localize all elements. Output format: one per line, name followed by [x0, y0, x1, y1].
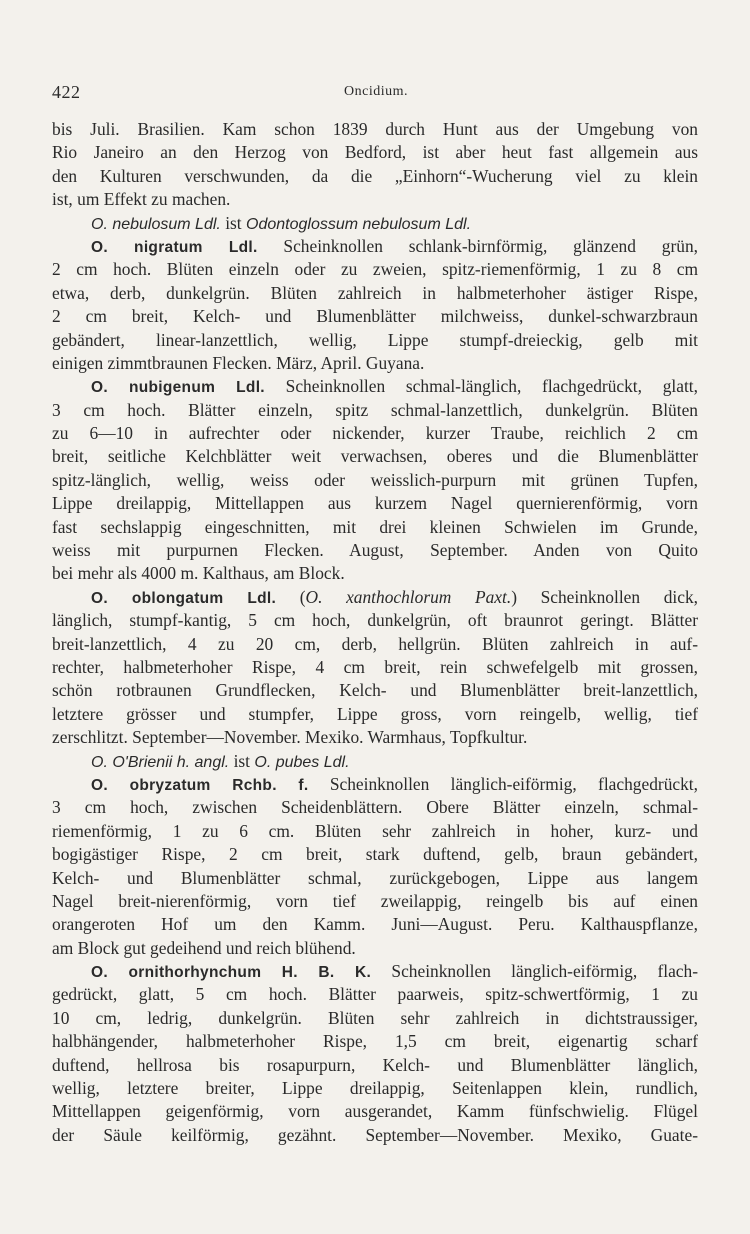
text-segment: ist — [229, 750, 255, 771]
text-segment: 2 cm hoch. Blüten einzeln oder zu zweien, spitz-riemenförmig, 1 zu 8 cm — [52, 259, 698, 280]
text-line — [52, 492, 698, 515]
text-line — [52, 679, 698, 702]
text-segment: spitz-länglich, wellig, weiss oder weisslich-purpurn mit grünen Tupfen, — [52, 469, 698, 490]
text-segment: gebändert, linear-lanzettlich, wellig, Lippe stumpf-dreieckig, gelb mit — [52, 329, 698, 350]
text-segment: ist, um Effekt zu machen. — [52, 189, 231, 210]
text-line — [52, 983, 698, 1006]
page-number: 422 — [52, 82, 81, 102]
text-line — [52, 796, 698, 819]
text-segment: ( — [276, 586, 306, 607]
text-segment: Rio Janeiro an den Herzog von Bedford, ist aber heut fast allgemein aus — [52, 142, 698, 163]
text-line — [52, 726, 698, 749]
species-name: O. nubigenum Ldl. — [91, 379, 265, 397]
text-segment: der Säule keilförmig, gezähnt. September—November. Mexiko, Guate- — [52, 1124, 698, 1145]
text-line — [52, 258, 698, 281]
text-segment: Scheinknollen schmal-länglich, flachgedrückt, glatt, — [264, 376, 698, 397]
text-segment: 3 cm hoch, zwischen Scheidenblättern. Obere Blätter einzeln, schmal- — [52, 797, 698, 818]
text-line — [52, 773, 698, 796]
text-line — [52, 1007, 698, 1030]
species-name: O. obryzatum Rchb. f. — [91, 776, 309, 794]
text-line — [52, 212, 698, 235]
text-line — [52, 422, 698, 445]
text-segment: Mittellappen geigenförmig, vorn ausgerandet, Kamm fünfschwielig. Flügel — [52, 1101, 698, 1122]
text-line — [52, 352, 698, 375]
text-line — [52, 375, 698, 398]
text-segment: einigen zimmtbraunen Flecken. März, April. Guyana. — [52, 352, 425, 373]
text-segment: rechter, halbmeterhoher Rispe, 4 cm breit, rein schwefelgelb mit grossen, — [52, 656, 698, 677]
text-line — [52, 235, 698, 258]
synonym-name: Odontoglossum nebulosum Ldl. — [246, 215, 472, 233]
text-segment: orangeroten Hof um den Kamm. Juni—August. Peru. Kalthauspflanze, — [52, 914, 698, 935]
text-segment: ) Scheinknollen dick, — [511, 586, 698, 607]
text-line — [52, 913, 698, 936]
text-line — [52, 516, 698, 539]
text-line — [52, 937, 698, 960]
text-segment: Scheinknollen länglich-eiförmig, flach- — [371, 961, 698, 982]
text-segment: Scheinknollen länglich-eiförmig, flachgedrückt, — [308, 773, 698, 794]
text-segment: fast sechslappig eingeschnitten, mit drei kleinen Schwielen im Grunde, — [52, 516, 698, 537]
text-line — [52, 399, 698, 422]
text-segment: 10 cm, ledrig, dunkelgrün. Blüten sehr zahlreich in dichtstraussiger, — [52, 1007, 698, 1028]
text-segment: breit, seitliche Kelchblätter weit verwachsen, oberes und die Blumenblätter — [52, 446, 698, 467]
text-segment: 2 cm breit, Kelch- und Blumenblätter milchweiss, dunkel-schwarzbraun — [52, 306, 698, 327]
running-title: Oncidium. — [344, 84, 408, 99]
text-line — [52, 1100, 698, 1123]
text-segment: wellig, letztere breiter, Lippe dreilappig, Seitenlappen klein, rundlich, — [52, 1078, 698, 1099]
text-line — [52, 305, 698, 328]
text-segment: Nagel breit-nierenförmig, vorn tief zweilappig, reingelb bis auf einen — [52, 890, 698, 911]
text-segment: den Kulturen verschwunden, da die „Einhorn“-Wucherung viel zu klein — [52, 165, 698, 186]
text-segment: am Block gut gedeihend und reich blühend. — [52, 937, 356, 958]
text-segment: bis Juli. Brasilien. Kam schon 1839 durch Hunt aus der Umgebung von — [52, 119, 698, 139]
text-line — [52, 445, 698, 468]
text-line — [52, 1124, 698, 1147]
text-segment: zerschlitzt. September—November. Mexiko. Warmhaus, Topfkultur. — [52, 727, 528, 748]
text-segment: bei mehr als 4000 m. Kalthaus, am Block. — [52, 563, 345, 584]
text-line — [52, 469, 698, 492]
text-segment: breit-lanzettlich, 4 zu 20 cm, derb, hellgrün. Blüten zahlreich in auf- — [52, 633, 698, 654]
text-segment: Kelch- und Blumenblätter schmal, zurückgebogen, Lippe aus langem — [52, 867, 698, 888]
text-line — [52, 1030, 698, 1053]
species-name: O. ornithorhynchum H. B. K. — [91, 964, 372, 982]
text-segment: etwa, derb, dunkelgrün. Blüten zahlreich in halbmeterhoher ästiger Rispe, — [52, 282, 698, 303]
text-line — [52, 867, 698, 890]
text-line — [52, 703, 698, 726]
text-line — [52, 750, 698, 773]
text-segment: weiss mit purpurnen Flecken. August, September. Anden von Quito — [52, 540, 698, 561]
text-line — [52, 890, 698, 913]
text-line — [52, 960, 698, 983]
text-segment: bogigästiger Rispe, 2 cm breit, stark duftend, gelb, braun gebändert, — [52, 844, 698, 865]
synonym-name: O. nebulosum Ldl. — [91, 215, 221, 233]
text-line — [52, 188, 698, 211]
species-name: O. oblongatum Ldl. — [91, 589, 277, 607]
text-segment: Lippe dreilappig, Mittellappen aus kurzem Nagel quernierenförmig, vorn — [52, 493, 698, 514]
synonym-name: O. xanthochlorum Paxt. — [305, 586, 512, 607]
body-text — [52, 118, 698, 1147]
text-segment: riemenförmig, 1 zu 6 cm. Blüten sehr zahlreich in hoher, kurz- und — [52, 820, 698, 841]
text-line — [52, 820, 698, 843]
synonym-name: O. pubes Ldl. — [254, 753, 350, 771]
text-segment: schön rotbraunen Grundflecken, Kelch- und Blumenblätter breit-lanzettlich, — [52, 680, 698, 701]
text-segment: Scheinknollen schlank-birnförmig, glänzend grün, — [257, 235, 698, 256]
text-segment: zu 6—10 in aufrechter oder nickender, kurzer Traube, reichlich 2 cm — [52, 423, 698, 444]
text-line — [52, 656, 698, 679]
text-segment: länglich, stumpf-kantig, 5 cm hoch, dunkelgrün, oft braunrot geringt. Blätter — [52, 610, 698, 631]
text-segment: duftend, hellrosa bis rosapurpurn, Kelch- und Blumenblätter länglich, — [52, 1054, 698, 1075]
text-line — [52, 1077, 698, 1100]
text-segment: gedrückt, glatt, 5 cm hoch. Blätter paarweis, spitz-schwertförmig, 1 zu — [52, 984, 698, 1005]
text-line — [52, 633, 698, 656]
text-line — [52, 843, 698, 866]
text-segment: letztere grösser und stumpfer, Lippe gross, vorn reingelb, wellig, tief — [52, 703, 698, 724]
text-line — [52, 609, 698, 632]
text-segment: halbhängender, halbmeterhoher Rispe, 1,5 cm breit, eigenartig scharf — [52, 1031, 698, 1052]
text-line — [52, 1054, 698, 1077]
text-line — [52, 141, 698, 164]
text-line — [52, 562, 698, 585]
text-line — [52, 586, 698, 609]
text-segment: ist — [220, 212, 246, 233]
text-line — [52, 539, 698, 562]
text-line — [52, 329, 698, 352]
species-name: O. nigratum Ldl. — [91, 238, 258, 256]
text-segment: 3 cm hoch. Blätter einzeln, spitz schmal-lanzettlich, dunkelgrün. Blüten — [52, 399, 698, 420]
text-line — [52, 165, 698, 188]
synonym-name: O. O'Brienii h. angl. — [91, 753, 230, 771]
text-line — [52, 118, 698, 141]
text-line — [52, 282, 698, 305]
page-header — [52, 82, 700, 106]
